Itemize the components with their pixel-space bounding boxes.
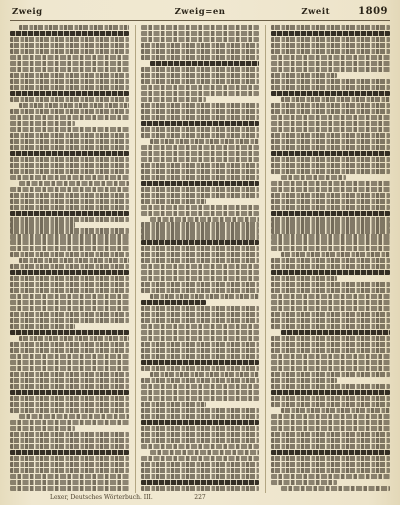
text-line: [10, 169, 129, 174]
text-line: [281, 252, 390, 257]
text-line: [281, 408, 390, 413]
text-line: [10, 324, 75, 329]
text-line: [271, 211, 390, 216]
text-line: [141, 37, 260, 42]
text-line: [141, 169, 260, 174]
text-line: [271, 336, 390, 341]
text-line: [10, 342, 129, 347]
text-line: [271, 360, 390, 365]
text-line: [141, 360, 260, 365]
page-number: 1809: [358, 6, 388, 17]
text-line: [10, 193, 129, 198]
text-line: [141, 31, 260, 36]
text-line: [10, 276, 129, 281]
text-line: [10, 175, 129, 180]
text-line: [10, 97, 129, 102]
text-line: [10, 270, 129, 275]
text-line: [141, 109, 260, 114]
text-line: [141, 390, 260, 395]
text-line: [19, 258, 128, 263]
text-line: [10, 312, 129, 317]
text-line: [271, 324, 390, 329]
text-line: [10, 222, 75, 227]
text-line: [141, 324, 260, 329]
text-line: [271, 468, 390, 473]
text-line: [141, 378, 260, 383]
text-line: [10, 264, 129, 269]
text-line: [141, 228, 260, 233]
text-line: [271, 103, 390, 108]
text-line: [271, 354, 390, 359]
text-line: [10, 133, 129, 138]
text-line: [10, 474, 129, 479]
text-columns: [10, 25, 390, 493]
text-line: [271, 127, 390, 132]
text-line: [19, 25, 128, 30]
text-line: [10, 163, 129, 168]
text-line: [141, 43, 260, 48]
text-line: [19, 414, 128, 419]
text-line: [271, 205, 390, 210]
text-line: [271, 228, 390, 233]
text-line: [10, 384, 129, 389]
text-line: [141, 300, 206, 305]
text-line: [141, 312, 260, 317]
text-line: [271, 31, 390, 36]
text-line: [271, 378, 336, 383]
text-line: [271, 246, 390, 251]
text-line: [10, 217, 129, 222]
header-left-word: Zweig: [12, 7, 43, 17]
text-line: [271, 432, 390, 437]
text-line: [141, 276, 260, 281]
text-line: [10, 211, 129, 216]
text-line: [271, 55, 390, 60]
text-line: [271, 49, 390, 54]
text-line: [10, 199, 129, 204]
text-line: [10, 115, 129, 120]
text-line: [271, 151, 390, 156]
text-line: [271, 145, 390, 150]
text-line: [141, 73, 260, 78]
text-line: [10, 318, 129, 323]
text-line: [271, 79, 390, 84]
text-line: [271, 240, 390, 245]
text-line: [10, 187, 129, 192]
text-line: [10, 61, 129, 66]
text-line: [141, 402, 206, 407]
text-line: [271, 288, 390, 293]
text-line: [271, 414, 390, 419]
text-line: [271, 258, 390, 263]
text-line: [141, 55, 260, 60]
text-line: [10, 228, 129, 233]
text-line: [271, 342, 390, 347]
text-line: [271, 480, 336, 485]
text-line: [10, 420, 129, 425]
text-line: [141, 79, 260, 84]
text-line: [271, 384, 390, 389]
text-line: [10, 240, 129, 245]
text-line: [141, 157, 260, 162]
text-line: [271, 426, 390, 431]
text-line: [10, 426, 75, 431]
text-line: [10, 480, 129, 485]
text-line: [141, 205, 260, 210]
text-line: [10, 456, 129, 461]
text-line: [10, 390, 129, 395]
text-line: [10, 468, 129, 473]
text-line: [141, 444, 260, 449]
text-line: [10, 396, 129, 401]
text-line: [141, 438, 260, 443]
text-line: [271, 109, 390, 114]
text-line: [141, 384, 260, 389]
text-line: [10, 49, 129, 54]
text-line: [141, 187, 260, 192]
text-line: [10, 360, 129, 365]
text-line: [271, 474, 390, 479]
text-line: [141, 282, 260, 287]
text-line: [141, 240, 260, 245]
text-line: [10, 127, 129, 132]
text-line: [271, 438, 390, 443]
text-line: [10, 85, 129, 90]
text-line: [10, 438, 129, 443]
text-line: [141, 103, 260, 108]
text-line: [141, 67, 260, 72]
text-line: [10, 288, 129, 293]
text-line: [141, 91, 260, 96]
text-line: [271, 25, 390, 30]
text-line: [141, 199, 206, 204]
text-line: [10, 246, 129, 251]
text-line: [271, 318, 390, 323]
text-line: [141, 222, 260, 227]
text-line: [271, 462, 390, 467]
text-line: [141, 462, 260, 467]
text-line: [141, 318, 260, 323]
text-line: [10, 432, 129, 437]
text-line: [10, 282, 129, 287]
text-line: [271, 348, 390, 353]
text-line: [271, 193, 390, 198]
text-line: [271, 43, 390, 48]
text-line: [271, 420, 390, 425]
text-line: [141, 264, 260, 269]
text-line: [141, 133, 260, 138]
text-line: [141, 468, 260, 473]
text-line: [271, 61, 390, 66]
text-line: [10, 139, 129, 144]
text-line: [281, 330, 390, 335]
text-line: [271, 121, 390, 126]
text-line: [271, 187, 390, 192]
text-line: [141, 480, 260, 485]
text-line: [150, 372, 259, 377]
printer-signature: Lexer, Deutsches Wörterbuch. III.: [50, 494, 153, 501]
text-line: [141, 288, 260, 293]
text-line: [271, 91, 390, 96]
running-header: [10, 6, 390, 21]
text-line: [271, 366, 390, 371]
text-line: [141, 348, 260, 353]
text-line: [10, 91, 129, 96]
text-line: [271, 450, 390, 455]
column-right: [265, 25, 390, 493]
text-line: [19, 103, 128, 108]
text-line: [271, 199, 390, 204]
text-line: [10, 109, 129, 114]
text-line: [10, 330, 129, 335]
text-line: [271, 294, 390, 299]
text-line: [141, 127, 260, 132]
text-line: [10, 31, 129, 36]
text-line: [141, 330, 260, 335]
text-line: [141, 366, 260, 371]
text-line: [271, 402, 390, 407]
text-line: [141, 252, 260, 257]
text-line: [150, 217, 259, 222]
text-line: [10, 73, 129, 78]
text-line: [141, 354, 260, 359]
text-line: [10, 348, 129, 353]
text-line: [271, 139, 390, 144]
text-line: [19, 181, 128, 186]
text-line: [10, 43, 129, 48]
text-line: [141, 270, 260, 275]
text-line: [141, 145, 260, 150]
text-line: [10, 366, 129, 371]
text-line: [271, 157, 390, 162]
text-line: [271, 169, 390, 174]
text-line: [271, 270, 390, 275]
text-line: [10, 408, 129, 413]
text-line: [271, 181, 390, 186]
text-line: [271, 115, 390, 120]
text-line: [10, 354, 129, 359]
text-line: [10, 306, 129, 311]
text-line: [271, 73, 336, 78]
text-line: [141, 456, 260, 461]
text-line: [141, 258, 260, 263]
text-line: [141, 175, 260, 180]
text-line: [271, 390, 390, 395]
text-line: [271, 300, 390, 305]
footer-page-mark: 227: [194, 494, 206, 501]
text-line: [271, 133, 390, 138]
text-line: [10, 67, 129, 72]
text-line: [10, 294, 129, 299]
header-center-word: Zweig=en: [174, 7, 226, 17]
text-line: [10, 121, 75, 126]
text-line: [141, 85, 260, 90]
text-line: [141, 234, 260, 239]
text-line: [281, 175, 346, 180]
text-line: [271, 282, 390, 287]
text-line: [10, 145, 129, 150]
page-footer: [10, 491, 390, 501]
text-line: [141, 97, 206, 102]
text-line: [141, 151, 260, 156]
column-middle: [135, 25, 260, 493]
text-line: [150, 61, 259, 66]
text-line: [141, 432, 260, 437]
text-line: [271, 372, 390, 377]
text-line: [141, 426, 260, 431]
text-line: [271, 85, 390, 90]
text-line: [10, 151, 129, 156]
text-line: [141, 246, 260, 251]
text-line: [271, 37, 390, 42]
text-line: [150, 450, 259, 455]
text-line: [141, 336, 260, 341]
text-line: [271, 444, 390, 449]
text-line: [141, 193, 260, 198]
text-line: [10, 300, 129, 305]
text-line: [141, 25, 260, 30]
text-line: [10, 402, 129, 407]
text-line: [141, 121, 260, 126]
text-line: [141, 163, 260, 168]
text-line: [10, 462, 129, 467]
text-line: [271, 234, 390, 239]
text-line: [271, 306, 390, 311]
text-line: [271, 396, 390, 401]
text-line: [141, 115, 260, 120]
text-line: [10, 157, 129, 162]
text-line: [141, 414, 260, 419]
text-line: [19, 336, 128, 341]
text-line: [271, 163, 390, 168]
text-line: [141, 408, 260, 413]
column-left: [10, 25, 129, 493]
text-line: [271, 276, 336, 281]
text-line: [150, 294, 259, 299]
text-line: [10, 79, 129, 84]
text-line: [10, 372, 129, 377]
text-line: [10, 205, 129, 210]
text-line: [10, 378, 129, 383]
text-line: [271, 67, 390, 72]
text-line: [10, 55, 129, 60]
text-line: [141, 181, 260, 186]
text-line: [141, 306, 260, 311]
text-line: [271, 222, 390, 227]
text-line: [141, 396, 260, 401]
text-line: [281, 97, 390, 102]
text-line: [271, 312, 390, 317]
text-line: [271, 456, 390, 461]
text-line: [141, 342, 260, 347]
text-line: [10, 252, 129, 257]
text-line: [141, 211, 260, 216]
text-line: [141, 49, 260, 54]
text-line: [141, 474, 260, 479]
text-line: [10, 444, 129, 449]
text-line: [271, 264, 390, 269]
text-line: [141, 420, 260, 425]
text-line: [10, 234, 129, 239]
text-line: [150, 139, 259, 144]
text-line: [271, 217, 390, 222]
text-line: [10, 450, 129, 455]
header-right-word: Zweit: [301, 7, 330, 17]
text-line: [10, 37, 129, 42]
